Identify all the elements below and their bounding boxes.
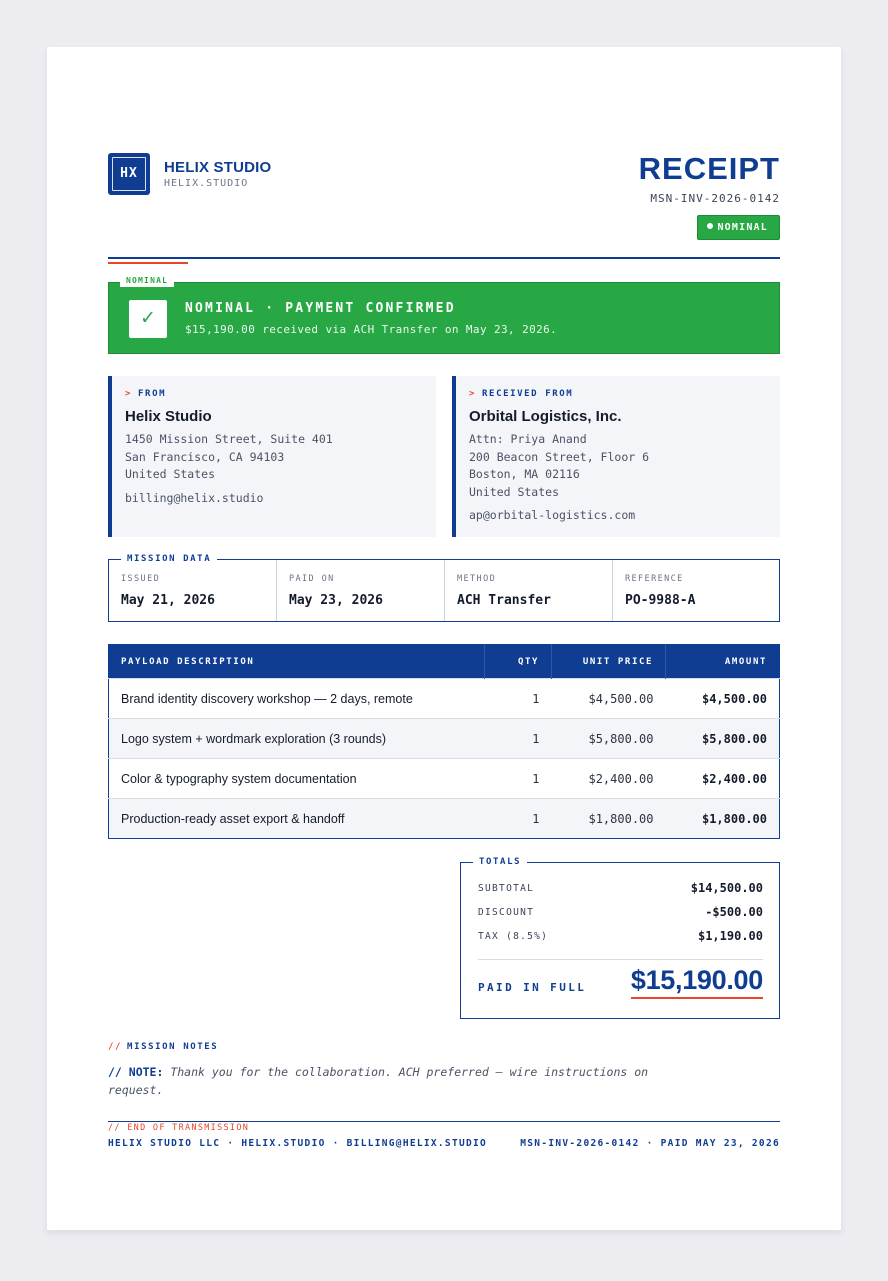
mission-field-value: ACH Transfer	[457, 593, 551, 608]
tax-label: TAX (8.5%)	[478, 931, 549, 942]
status-dot-icon	[707, 223, 713, 229]
subtotal-value: $14,500.00	[690, 881, 763, 895]
discount-label: DISCOUNT	[478, 907, 535, 918]
subtotal-row	[478, 881, 763, 905]
received-from-address-line: United States	[469, 484, 560, 499]
header-divider	[108, 257, 780, 259]
brand-name: HELIX STUDIO	[164, 159, 272, 176]
received-from-address-line: Attn: Priya Anand	[469, 432, 587, 446]
mission-field-value: May 21, 2026	[121, 593, 215, 608]
from-address-line: San Francisco, CA 94103	[125, 449, 285, 464]
mission-field-label: METHOD	[457, 574, 497, 584]
item-description: Brand identity discovery workshop — 2 days, remote	[109, 679, 485, 719]
notes-label-text: MISSION NOTES	[127, 1042, 219, 1052]
from-name: Helix Studio	[125, 408, 212, 425]
mission-field-value: PO-9988-A	[625, 593, 696, 608]
notes-text: Thank you for the collaboration. ACH preferred — wire instructions on request.	[108, 1065, 649, 1097]
received-from-label	[469, 389, 780, 399]
item-amount: $2,400.00	[666, 759, 780, 799]
received-from-label-text: RECEIVED FROM	[482, 389, 574, 399]
chevron-right-icon: >	[125, 389, 133, 399]
receipt-header	[108, 153, 780, 259]
from-address-line: 1450 Mission Street, Suite 401	[125, 432, 333, 446]
mission-field-value: May 23, 2026	[289, 593, 383, 608]
receipt-page	[47, 47, 841, 1230]
payment-banner	[108, 276, 780, 354]
received-from-email: ap@orbital-logistics.com	[469, 508, 636, 522]
table-row	[109, 759, 780, 799]
notes-prefix: // NOTE:	[108, 1065, 164, 1079]
column-header-unit-price: UNIT PRICE	[552, 645, 666, 679]
from-label	[125, 389, 436, 399]
mission-notes	[108, 1042, 780, 1099]
item-unit-price: $5,800.00	[552, 719, 666, 759]
received-from-address-line: 200 Beacon Street, Floor 6	[469, 449, 650, 464]
item-qty: 1	[485, 719, 552, 759]
item-amount: $5,800.00	[666, 719, 780, 759]
item-qty: 1	[485, 679, 552, 719]
item-description: Production-ready asset export & handoff	[109, 799, 485, 839]
table-row	[109, 799, 780, 839]
footer-company: HELIX STUDIO LLC · HELIX.STUDIO · BILLING@HELIX.STUDIO	[108, 1138, 488, 1149]
from-email: billing@helix.studio	[125, 490, 264, 505]
notes-body	[108, 1063, 668, 1099]
receipt-content	[108, 153, 780, 1151]
slashes-icon: //	[108, 1042, 123, 1052]
receipt-footer	[108, 1121, 780, 1151]
mission-field-issued	[109, 560, 276, 621]
item-unit-price: $2,400.00	[552, 759, 666, 799]
item-description: Logo system + wordmark exploration (3 rounds)	[109, 719, 485, 759]
received-from-address-line: Boston, MA 02116	[469, 467, 580, 481]
tax-row	[478, 929, 763, 953]
chevron-right-icon: >	[469, 389, 477, 399]
totals-panel	[460, 857, 780, 1019]
item-amount: $1,800.00	[666, 799, 780, 839]
end-of-transmission: // END OF TRANSMISSION	[108, 1123, 250, 1133]
line-items-table	[108, 644, 780, 839]
item-qty: 1	[485, 799, 552, 839]
banner-tag: NOMINAL	[120, 275, 174, 287]
banner-title: NOMINAL · PAYMENT CONFIRMED	[185, 301, 456, 316]
from-card	[108, 376, 436, 537]
paid-in-full-amount: $15,190.00	[631, 965, 763, 999]
banner-subtitle: $15,190.00 received via ACH Transfer on May 23, 2026.	[185, 323, 558, 336]
item-amount: $4,500.00	[666, 679, 780, 719]
mission-field-label: REFERENCE	[625, 574, 684, 584]
received-from-address	[469, 431, 780, 501]
header-accent-divider	[108, 262, 188, 264]
status-badge-label: NOMINAL	[717, 222, 768, 233]
item-description: Color & typography system documentation	[109, 759, 485, 799]
brand-initials: HX	[120, 166, 138, 181]
document-number: MSN-INV-2026-0142	[650, 192, 780, 205]
table-row	[109, 679, 780, 719]
table-header-row	[109, 645, 780, 679]
mission-field-label: ISSUED	[121, 574, 161, 584]
mission-field-method	[444, 560, 612, 621]
received-from-name: Orbital Logistics, Inc.	[469, 408, 622, 425]
totals-tag: TOTALS	[473, 856, 527, 868]
status-badge	[697, 215, 780, 240]
mission-field-reference	[612, 560, 779, 621]
subtotal-label: SUBTOTAL	[478, 883, 535, 894]
discount-row	[478, 905, 763, 929]
brand-domain: HELIX.STUDIO	[164, 178, 249, 189]
table-row	[109, 719, 780, 759]
from-address-line: United States	[125, 467, 216, 481]
mission-data-panel	[108, 554, 780, 622]
item-unit-price: $4,500.00	[552, 679, 666, 719]
footer-document-ref: MSN-INV-2026-0142 · PAID MAY 23, 2026	[520, 1138, 780, 1149]
received-from-card	[452, 376, 780, 537]
column-header-amount: AMOUNT	[666, 645, 780, 679]
parties-section	[108, 376, 780, 537]
totals-divider	[478, 959, 763, 960]
item-qty: 1	[485, 759, 552, 799]
document-title: RECEIPT	[638, 151, 780, 186]
brand-logo	[108, 153, 150, 195]
from-label-text: FROM	[138, 389, 167, 399]
mission-field-label: PAID ON	[289, 574, 335, 584]
mission-field-paid-on	[276, 560, 444, 621]
column-header-qty: QTY	[485, 645, 552, 679]
paid-in-full-label: PAID IN FULL	[478, 981, 587, 994]
mission-data-tag: MISSION DATA	[121, 553, 217, 565]
from-address	[125, 431, 436, 484]
checkmark-icon: ✓	[129, 300, 167, 338]
tax-value: $1,190.00	[697, 929, 763, 943]
discount-value: -$500.00	[705, 905, 763, 919]
payment-banner-box	[108, 282, 780, 354]
notes-label	[108, 1042, 780, 1052]
item-unit-price: $1,800.00	[552, 799, 666, 839]
column-header-description: PAYLOAD DESCRIPTION	[121, 656, 255, 667]
